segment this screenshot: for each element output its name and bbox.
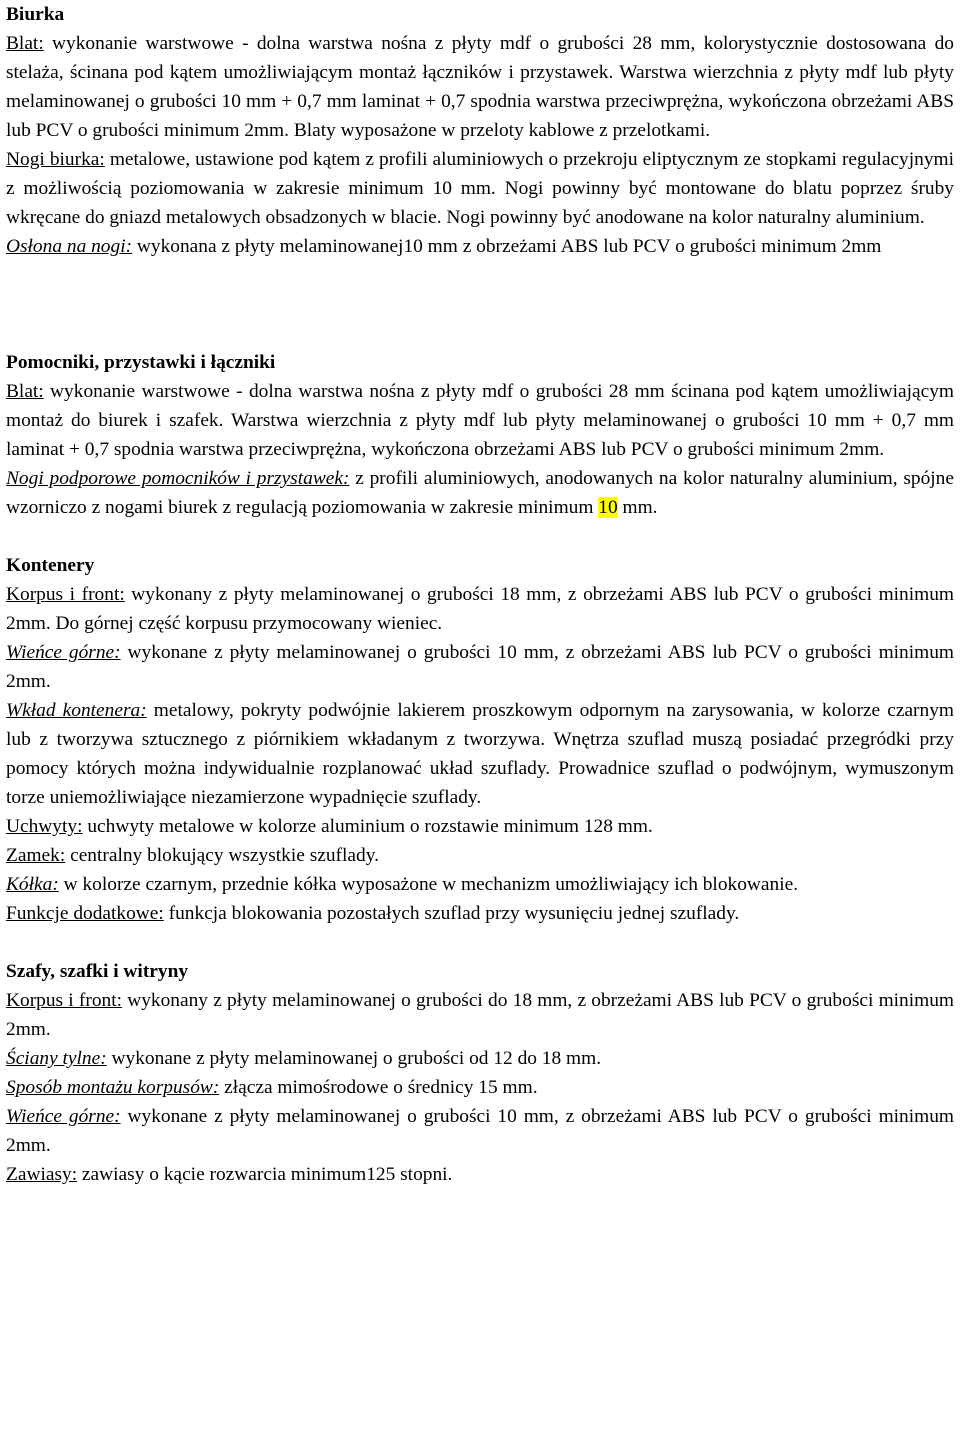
paragraph-uchwyty bbox=[6, 812, 954, 841]
spacer bbox=[6, 522, 954, 551]
paragraph-text: uchwyty metalowe w kolorze aluminium o rozstawie minimum 128 mm. bbox=[82, 816, 653, 837]
paragraph-text: wykonane z płyty melaminowanej o grubości 10 mm, z obrzeżami ABS lub PCV o grubości minimum 2mm. bbox=[6, 642, 954, 692]
paragraph-text: w kolorze czarnym, przednie kółka wyposażone w mechanizm umożliwiający ich blokowanie. bbox=[58, 874, 799, 895]
paragraph-wklad bbox=[6, 696, 954, 812]
paragraph-zamek bbox=[6, 841, 954, 870]
paragraph-blat bbox=[6, 29, 954, 145]
paragraph-label: Wieńce górne: bbox=[6, 642, 121, 663]
paragraph-label: Blat: bbox=[6, 33, 44, 54]
paragraph-label: Kółka: bbox=[6, 874, 59, 895]
paragraph-label: Wieńce górne: bbox=[6, 1106, 121, 1127]
paragraph-text: mm. bbox=[617, 497, 658, 518]
paragraph-zawiasy bbox=[6, 1160, 954, 1189]
paragraph-text: wykonanie warstwowe - dolna warstwa nośna z płyty mdf o grubości 28 mm, kolorystycznie dostosowana do stelaża, ścinana pod kątem umożliwiającym montaż łączników i przystawek. Warstwa wierzchnia z płyty mdf lub płyty melaminowanej o grubości 10 mm + 0,7 mm laminat + 0,7 spodnia warstwa przeciwprężna, wykończona obrzeżami ABS lub PCV o grubości minimum 2mm. Blaty wyposażone w przeloty kablowe z przelotkami. bbox=[6, 33, 954, 141]
paragraph-label: Blat: bbox=[6, 381, 44, 402]
section-heading: Kontenery bbox=[6, 555, 95, 576]
section-biurka bbox=[6, 0, 954, 261]
paragraph-label: Korpus i front: bbox=[6, 990, 122, 1011]
paragraph-label: Wkład kontenera: bbox=[6, 700, 147, 721]
paragraph-text: centralny blokujący wszystkie szuflady. bbox=[65, 845, 379, 866]
paragraph-kolka bbox=[6, 870, 954, 899]
paragraph-sciany bbox=[6, 1044, 954, 1073]
paragraph-nogi-biurka bbox=[6, 145, 954, 232]
paragraph-label: Nogi biurka: bbox=[6, 149, 105, 170]
paragraph-label: Funkcje dodatkowe: bbox=[6, 903, 164, 924]
paragraph-text: złącza mimośrodowe o średnicy 15 mm. bbox=[219, 1077, 538, 1098]
paragraph-text: z profili aluminiowych, anodowanych na kolor naturalny aluminium, spójne wzorniczo z nogami biurek z regulacją poziomowania w zakresie minimum bbox=[6, 468, 954, 518]
paragraph-korpus bbox=[6, 986, 954, 1044]
paragraph-korpus bbox=[6, 580, 954, 638]
paragraph-label: Ściany tylne: bbox=[6, 1048, 107, 1069]
paragraph-label: Zamek: bbox=[6, 845, 66, 866]
paragraph-text: wykonany z płyty melaminowanej o grubości 18 mm, z obrzeżami ABS lub PCV o grubości minimum 2mm. Do górnej część korpusu przymocowany wieniec. bbox=[6, 584, 954, 634]
paragraph-label: Sposób montażu korpusów: bbox=[6, 1077, 220, 1098]
section-kontenery bbox=[6, 551, 954, 928]
paragraph-label: Zawiasy: bbox=[6, 1164, 78, 1185]
paragraph-montaz bbox=[6, 1073, 954, 1102]
paragraph-funkcje bbox=[6, 899, 954, 928]
paragraph-oslona bbox=[6, 232, 954, 261]
paragraph-text: funkcja blokowania pozostałych szuflad przy wysunięciu jednej szuflady. bbox=[163, 903, 740, 924]
section-heading: Pomocniki, przystawki i łączniki bbox=[6, 352, 276, 373]
paragraph-wience bbox=[6, 638, 954, 696]
paragraph-nogi-podporowe bbox=[6, 464, 954, 522]
paragraph-text: wykonana z płyty melaminowanej10 mm z obrzeżami ABS lub PCV o grubości minimum 2mm bbox=[132, 236, 882, 257]
paragraph-text: wykonane z płyty melaminowanej o grubości 10 mm, z obrzeżami ABS lub PCV o grubości minimum 2mm. bbox=[6, 1106, 954, 1156]
section-heading: Biurka bbox=[6, 4, 65, 25]
spacer bbox=[6, 261, 954, 348]
paragraph-text: wykonany z płyty melaminowanej o grubości do 18 mm, z obrzeżami ABS lub PCV o grubości minimum 2mm. bbox=[6, 990, 954, 1040]
section-pomocniki bbox=[6, 348, 954, 522]
paragraph-label: Korpus i front: bbox=[6, 584, 125, 605]
paragraph-text: wykonane z płyty melaminowanej o grubości od 12 do 18 mm. bbox=[106, 1048, 602, 1069]
paragraph-text: metalowy, pokryty podwójnie lakierem proszkowym odpornym na zarysowania, w kolorze czarnym lub z tworzywa sztucznego z piórnikiem wkładanym z tworzywa. Wnętrza szuflad muszą posiadać przegródki przy pomocy których można indywidualnie rozplanować układ szuflady. Prowadnice szuflad o podwójnym, wymuszonym torze uniemożliwiające niezamierzone wypadnięcie szuflady. bbox=[6, 700, 954, 808]
paragraph-label: Nogi podporowe pomocników i przystawek: bbox=[6, 468, 350, 489]
paragraph-wience bbox=[6, 1102, 954, 1160]
highlighted-value: 10 bbox=[598, 497, 618, 518]
paragraph-label: Uchwyty: bbox=[6, 816, 83, 837]
paragraph-blat bbox=[6, 377, 954, 464]
paragraph-text: wykonanie warstwowe - dolna warstwa nośna z płyty mdf o grubości 28 mm ścinana pod kątem umożliwiającym montaż do biurek i szafek. Warstwa wierzchnia z płyty mdf lub płyty melaminowanej o grubości 10 mm + 0,7 mm laminat + 0,7 spodnia warstwa przeciwprężna, wykończona obrzeżami ABS lub PCV o grubości minimum 2mm. bbox=[6, 381, 954, 460]
section-heading: Szafy, szafki i witryny bbox=[6, 961, 189, 982]
paragraph-label: Osłona na nogi: bbox=[6, 236, 133, 257]
paragraph-text: metalowe, ustawione pod kątem z profili aluminiowych o przekroju eliptycznym ze stopkami regulacyjnymi z możliwością poziomowania w zakresie minimum 10 mm. Nogi powinny być montowane do blatu poprzez śruby wkręcane do gniazd metalowych obsadzonych w blacie. Nogi powinny być anodowane na kolor naturalny aluminium. bbox=[6, 149, 954, 228]
spacer bbox=[6, 928, 954, 957]
section-szafy bbox=[6, 957, 954, 1189]
paragraph-text: zawiasy o kącie rozwarcia minimum125 stopni. bbox=[77, 1164, 453, 1185]
